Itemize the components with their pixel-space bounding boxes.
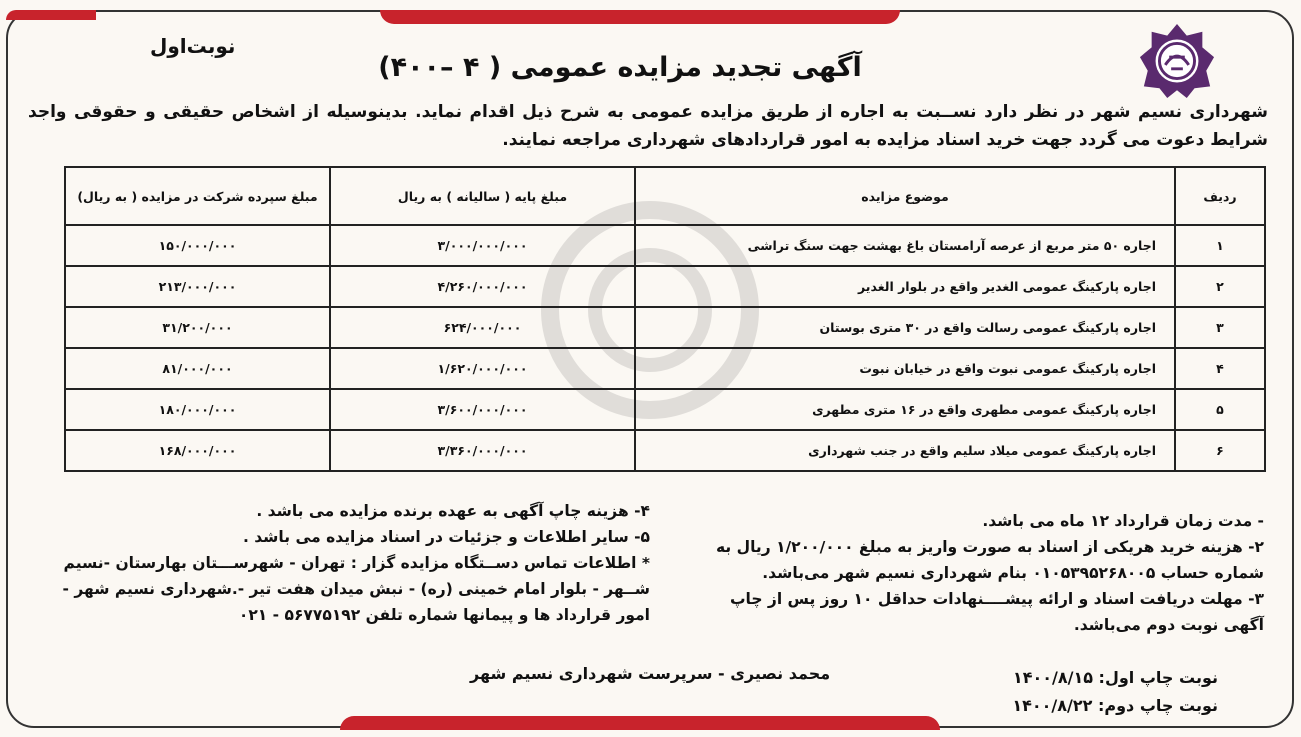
table-row xyxy=(65,225,1265,266)
row-deposit: ۱۵۰/۰۰۰/۰۰۰ xyxy=(65,225,330,266)
table-row xyxy=(65,266,1265,307)
first-print-date: نوبت چاپ اول: ۱۴۰۰/۸/۱۵ xyxy=(1012,668,1218,687)
term-item: ۳- مهلت دریافت اسناد و ارائه پیشــــنهادات حداقل ۱۰ روز پس از چاپ آگهی نوبت دوم می‌باشد. xyxy=(729,590,1264,634)
row-subject: اجاره پارکینگ عمومی میلاد سلیم واقع در جنب شهرداری xyxy=(635,430,1175,471)
row-base-price: ۶۲۴/۰۰۰/۰۰۰ xyxy=(330,307,635,348)
auction-table xyxy=(64,166,1266,472)
signature: محمد نصیری - سرپرست شهرداری نسیم شهر xyxy=(470,664,831,683)
table-row xyxy=(65,348,1265,389)
row-number: ۴ xyxy=(1175,348,1265,389)
edition-label: نوبت‌اول xyxy=(150,34,236,58)
term-item: ۵- سایر اطلاعات و جزئیات در اسناد مزایده می باشد . xyxy=(242,528,650,546)
row-base-price: ۱/۶۲۰/۰۰۰/۰۰۰ xyxy=(330,348,635,389)
terms-right-column xyxy=(690,508,1264,638)
row-deposit: ۲۱۳/۰۰۰/۰۰۰ xyxy=(65,266,330,307)
term-item: ۲- هزینه خرید هریکی از اسناد به صورت واریز به مبلغ ۱/۲۰۰/۰۰۰ ریال به شماره حساب ۰۱۰۵۳۹۵۲۶۸۰۰۵ بنام شهرداری نسیم شهر می‌باشد. xyxy=(716,538,1264,582)
row-base-price: ۳/۳۶۰/۰۰۰/۰۰۰ xyxy=(330,430,635,471)
row-number: ۳ xyxy=(1175,307,1265,348)
print-dates xyxy=(980,664,1218,720)
row-subject: اجاره پارکینگ عمومی رسالت واقع در ۳۰ متری بوستان xyxy=(635,307,1175,348)
row-number: ۶ xyxy=(1175,430,1265,471)
row-subject: اجاره ۵۰ متر مربع از عرصه آرامستان باغ بهشت جهت سنگ تراشی xyxy=(635,225,1175,266)
contact-info: * اطلاعات تماس دســتگاه مزایده گزار : تهران - شهرســـتان بهارستان -نسیم شــهر - بلوار امام خمینی (ره) - نبش میدان هفت تیر -.شهرداری نسیم شهر - امور قرارداد ها و پیمانها شماره تلفن ۵۶۷۷۵۱۹۲ - ۰۲۱ xyxy=(62,554,650,624)
municipality-logo-icon xyxy=(1138,22,1216,100)
term-item: - مدت زمان قرارداد ۱۲ ماه می باشد. xyxy=(982,512,1264,530)
header-subject: موضوع مزایده xyxy=(635,167,1175,225)
page-title: آگهی تجدید مزایده عمومی ( ۴ –۴۰۰) xyxy=(378,52,862,83)
table-row xyxy=(65,389,1265,430)
intro-paragraph: شهرداری نسیم شهر در نظر دارد نســبت به اجاره از طریق مزایده عمومی به شرح ذیل اقدام نماید. بدینوسیله از اشخاص حقیقی و حقوقی واجد شرایط دعوت می گردد جهت خرید اسناد مزایده به امور قراردادهای شهرداری مراجعه نمایند. xyxy=(28,102,1268,150)
table-row xyxy=(65,307,1265,348)
table-header-row xyxy=(65,167,1265,225)
header-base-price: مبلغ پایه ( سالیانه ) به ریال xyxy=(330,167,635,225)
row-base-price: ۴/۲۶۰/۰۰۰/۰۰۰ xyxy=(330,266,635,307)
row-deposit: ۱۸۰/۰۰۰/۰۰۰ xyxy=(65,389,330,430)
corner-decorative-band xyxy=(6,10,96,20)
table-row xyxy=(65,430,1265,471)
row-deposit: ۸۱/۰۰۰/۰۰۰ xyxy=(65,348,330,389)
row-subject: اجاره پارکینگ عمومی مطهری واقع در ۱۶ متری مطهری xyxy=(635,389,1175,430)
row-subject: اجاره پارکینگ عمومی الغدیر واقع در بلوار الغدیر xyxy=(635,266,1175,307)
row-number: ۵ xyxy=(1175,389,1265,430)
bottom-decorative-band xyxy=(340,716,940,730)
row-deposit: ۳۱/۲۰۰/۰۰۰ xyxy=(65,307,330,348)
top-decorative-band xyxy=(380,10,900,24)
row-number: ۱ xyxy=(1175,225,1265,266)
row-number: ۲ xyxy=(1175,266,1265,307)
row-deposit: ۱۶۸/۰۰۰/۰۰۰ xyxy=(65,430,330,471)
row-subject: اجاره پارکینگ عمومی نبوت واقع در خیابان نبوت xyxy=(635,348,1175,389)
terms-left-column xyxy=(30,498,650,628)
term-item: ۴- هزینه چاپ آگهی به عهده برنده مزایده می باشد . xyxy=(256,502,650,520)
header-deposit: مبلغ سپرده شرکت در مزایده ( به ریال) xyxy=(65,167,330,225)
row-base-price: ۳/۶۰۰/۰۰۰/۰۰۰ xyxy=(330,389,635,430)
header-row-number: ردیف xyxy=(1175,167,1265,225)
row-base-price: ۳/۰۰۰/۰۰۰/۰۰۰ xyxy=(330,225,635,266)
second-print-date: نوبت چاپ دوم: ۱۴۰۰/۸/۲۲ xyxy=(1012,696,1218,715)
